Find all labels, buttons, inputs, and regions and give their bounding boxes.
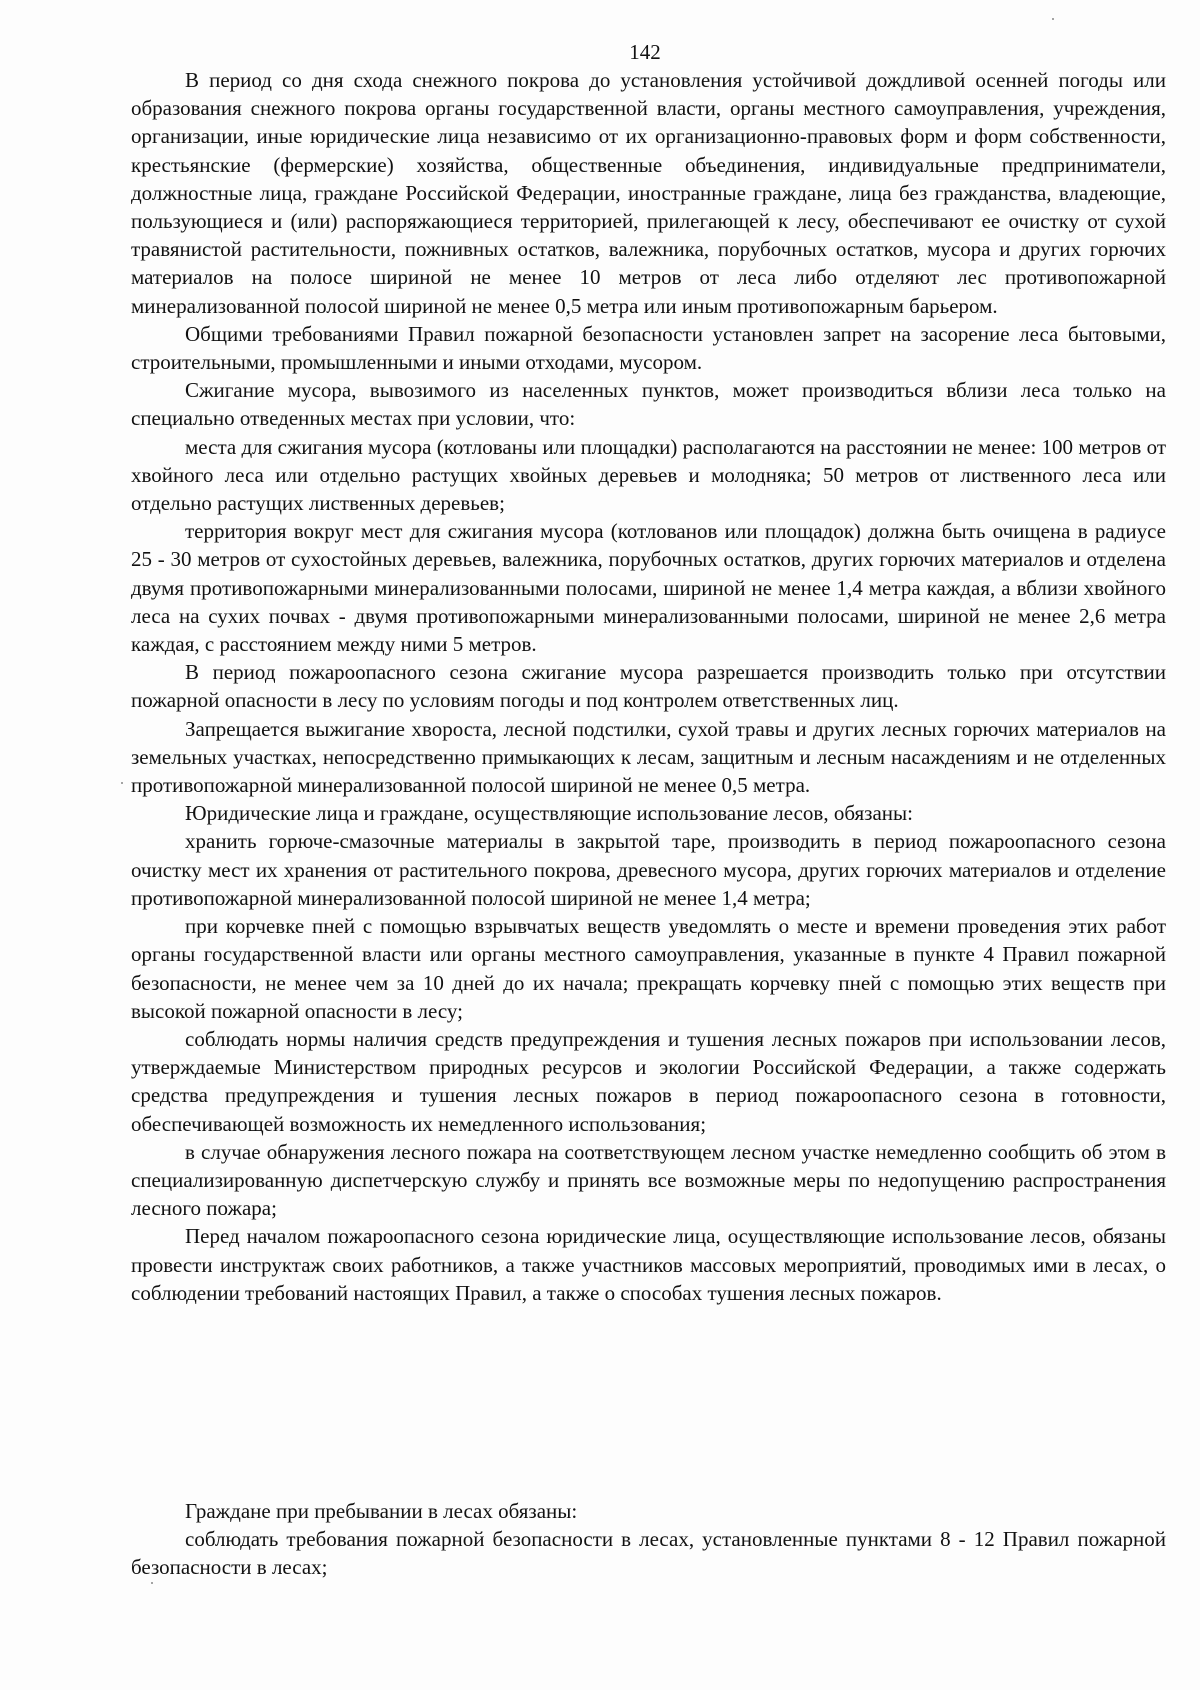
scan-speck [151, 1582, 153, 1584]
paragraph-litter-ban: Общими требованиями Правил пожарной безопасности установлен запрет на засорение леса бытовыми, строительными, промышленными и иными отходами, мусором. [131, 321, 1166, 375]
citizens-section [131, 1497, 1166, 1582]
scan-speck [1052, 18, 1054, 20]
paragraph-citizens-intro: Граждане при пребывании в лесах обязаны: [185, 1499, 578, 1523]
paragraph-obligations-intro: Юридические лица и граждане, осуществляющие использование лесов, обязаны: [185, 801, 913, 826]
paragraph-stump-removal: при корчевке пней с помощью взрывчатых веществ уведомлять о месте и времени проведения этих работ органы государственной власти или органы местного самоуправления, указанные в пункте 4 Правил пожарной безопасности, не менее чем за 10 дней до их начала; прекращать корчевку пней с помощью этих веществ при высокой пожарной опасности в лесу; [131, 914, 1166, 1023]
main-text [131, 66, 1166, 1307]
paragraph-burning-distance: места для сжигания мусора (котлованы или площадки) располагаются на расстоянии не менее: 100 метров от хвойного леса или отдельно растущих хвойных деревьев и молодняка; 50 метров от лиственного леса или отдельно растущих лиственных деревьев; [131, 434, 1166, 516]
page-number: 142 [629, 40, 661, 64]
paragraph-firefighting-equipment: соблюдать нормы наличия средств предупреждения и тушения лесных пожаров при использовании лесов, утверждаемые Министерством природных ресурсов и экологии Российской Федерации, а также содержать средства предупреждения и тушения лесных пожаров в период пожароопасного сезона в готовности, обеспечивающей возможность их немедленного использования; [131, 1026, 1166, 1136]
paragraph-buffer-strip: В период со дня схода снежного покрова до установления устойчивой дождливой осенней погоды или образования снежного покрова органы государственной власти, органы местного самоуправления, учреждения, организации, иные юридические лица независимо от их организационно-правовых форм и форм собственности, крестьянские (фермерские) хозяйства, общественные объединения, индивидуальные предприниматели, должностные лица, граждане Российской Федерации, иностранные граждане, лица без гражданства, владеющие, пользующиеся и (или) распоряжающиеся территорией, прилегающей к лесу, обеспечивают ее очистку от сухой травянистой растительности, пожнивных остатков, валежника, порубочных остатков, мусора и других горючих материалов на полосе шириной не менее 10 метров от леса либо отделяют лес противопожарной минерализованной полосой шириной не менее 0,5 метра или иным противопожарным барьером. [131, 68, 1166, 318]
paragraph-fuel-storage: хранить горюче-смазочные материалы в закрытой таре, производить в период пожароопасного сезона очистку мест их хранения от растительного покрова, древесного мусора, других горючих материалов и отделение противопожарной минерализованной полосой шириной не менее 1,4 метра; [131, 829, 1166, 910]
paragraph-burning-prohibition: Запрещается выжигание хвороста, лесной подстилки, сухой травы и других лесных горючих материалов на земельных участках, непосредственно примыкающих к лесам, защитным и лесным насаждениям и не отделенных противопожарной минерализованной полосой шириной не менее 0,5 метра. [131, 716, 1166, 798]
paragraph-fire-season-burning: В период пожароопасного сезона сжигание мусора разрешается производить только при отсутствии пожарной опасности в лесу по условиям погоды и под контролем ответственных лиц. [131, 660, 1166, 713]
scan-speck [121, 782, 123, 784]
paragraph-briefing: Перед началом пожароопасного сезона юридические лица, осуществляющие использование лесов, обязаны провести инструктаж своих работников, а также участников массовых мероприятий, проводимых ими в лесах, о соблюдении требований настоящих Правил, а также о способах тушения лесных пожаров. [131, 1224, 1166, 1305]
paragraph-burning-conditions: Сжигание мусора, вывозимого из населенных пунктов, может производиться вблизи леса только на специально отведенных местах при условии, что: [131, 378, 1166, 431]
paragraph-fire-reporting: в случае обнаружения лесного пожара на соответствующем лесном участке немедленно сообщить об этом в специализированную диспетчерскую службу и принять все возможные меры по недопущению распространения лесного пожара; [131, 1139, 1166, 1221]
paragraph-citizens-requirements: соблюдать требования пожарной безопасности в лесах, установленные пунктами 8 - 12 Правил пожарной безопасности в лесах; [131, 1527, 1166, 1580]
paragraph-burning-area-clearing: территория вокруг мест для сжигания мусора (котлованов или площадок) должна быть очищена в радиусе 25 - 30 метров от сухостойных деревьев, валежника, порубочных остатков, других горючих материалов и отделена двумя противопожарными минерализованными полосами, шириной не менее 1,4 метра каждая, а вблизи хвойного леса на сухих почвах - двумя противопожарными минерализованными полосами, шириной не менее 2,6 метра каждая, с расстоянием между ними 5 метров. [131, 519, 1166, 657]
